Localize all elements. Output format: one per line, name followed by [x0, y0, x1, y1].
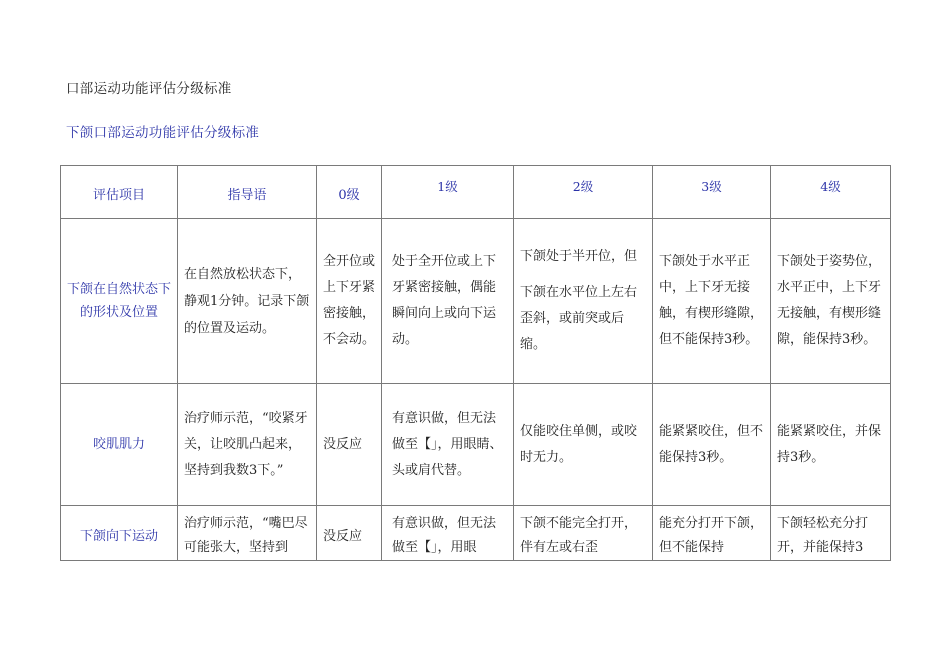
row-grade-2-part-a: 下颌处于半开位，但 — [520, 249, 638, 264]
row-grade-3: 能充分打开下颌，但不能保持 — [653, 506, 771, 561]
row-instruction: 治疗师示范，“咬紧牙关，让咬肌凸起来，坚持到我数3下。” — [178, 384, 317, 506]
row-instruction: 在自然放松状态下，静观1分钟。记录下颌的位置及运动。 — [178, 219, 317, 384]
assessment-table — [60, 165, 891, 561]
row-grade-3: 下颌处于水平正中，上下牙无接触，有楔形缝隙，但不能保持3秒。 — [653, 219, 771, 384]
table-row — [61, 219, 891, 384]
table-header-row — [61, 166, 891, 219]
row-grade-4: 下颌轻松充分打开，并能保持3 — [771, 506, 891, 561]
row-grade-2 — [514, 219, 653, 384]
header-item: 评估项目 — [61, 166, 178, 219]
row-item: 咬肌肌力 — [61, 384, 178, 506]
header-instruction: 指导语 — [178, 166, 317, 219]
row-instruction: 治疗师示范，“嘴巴尽可能张大，坚持到 — [178, 506, 317, 561]
row-grade-1: 处于全开位或上下牙紧密接触，偶能瞬间向上或向下运动。 — [382, 219, 514, 384]
row-grade-2: 下颌不能完全打开，伴有左或右歪 — [514, 506, 653, 561]
header-grade-0: 0级 — [317, 166, 382, 219]
table-row — [61, 506, 891, 561]
header-grade-4: 4级 — [771, 166, 891, 219]
row-item: 下颌在自然状态下的形状及位置 — [61, 219, 178, 384]
row-item: 下颌向下运动 — [61, 506, 178, 561]
row-grade-1: 有意识做，但无法做至【」，用眼睛、头或肩代替。 — [382, 384, 514, 506]
section-title: 下颌口部运动功能评估分级标准 — [66, 125, 260, 141]
row-grade-2-part-b: 下颌在水平位上左右歪斜，或前突或后缩。 — [520, 285, 638, 352]
row-grade-3: 能紧紧咬住，但不能保持3秒。 — [653, 384, 771, 506]
header-grade-2: 2级 — [514, 166, 653, 219]
row-grade-0: 没反应 — [317, 384, 382, 506]
document-title: 口部运动功能评估分级标准 — [66, 81, 232, 97]
row-grade-0: 没反应 — [317, 506, 382, 561]
header-grade-3: 3级 — [653, 166, 771, 219]
header-grade-1: 1级 — [382, 166, 514, 219]
table-row — [61, 384, 891, 506]
row-grade-2: 仅能咬住单侧，或咬时无力。 — [514, 384, 653, 506]
row-grade-4: 能紧紧咬住，并保持3秒。 — [771, 384, 891, 506]
row-grade-0: 全开位或上下牙紧密接触，不会动。 — [317, 219, 382, 384]
row-grade-4: 下颌处于姿势位，水平正中，上下牙无接触，有楔形缝隙，能保持3秒。 — [771, 219, 891, 384]
row-grade-1: 有意识做，但无法做至【」，用眼 — [382, 506, 514, 561]
